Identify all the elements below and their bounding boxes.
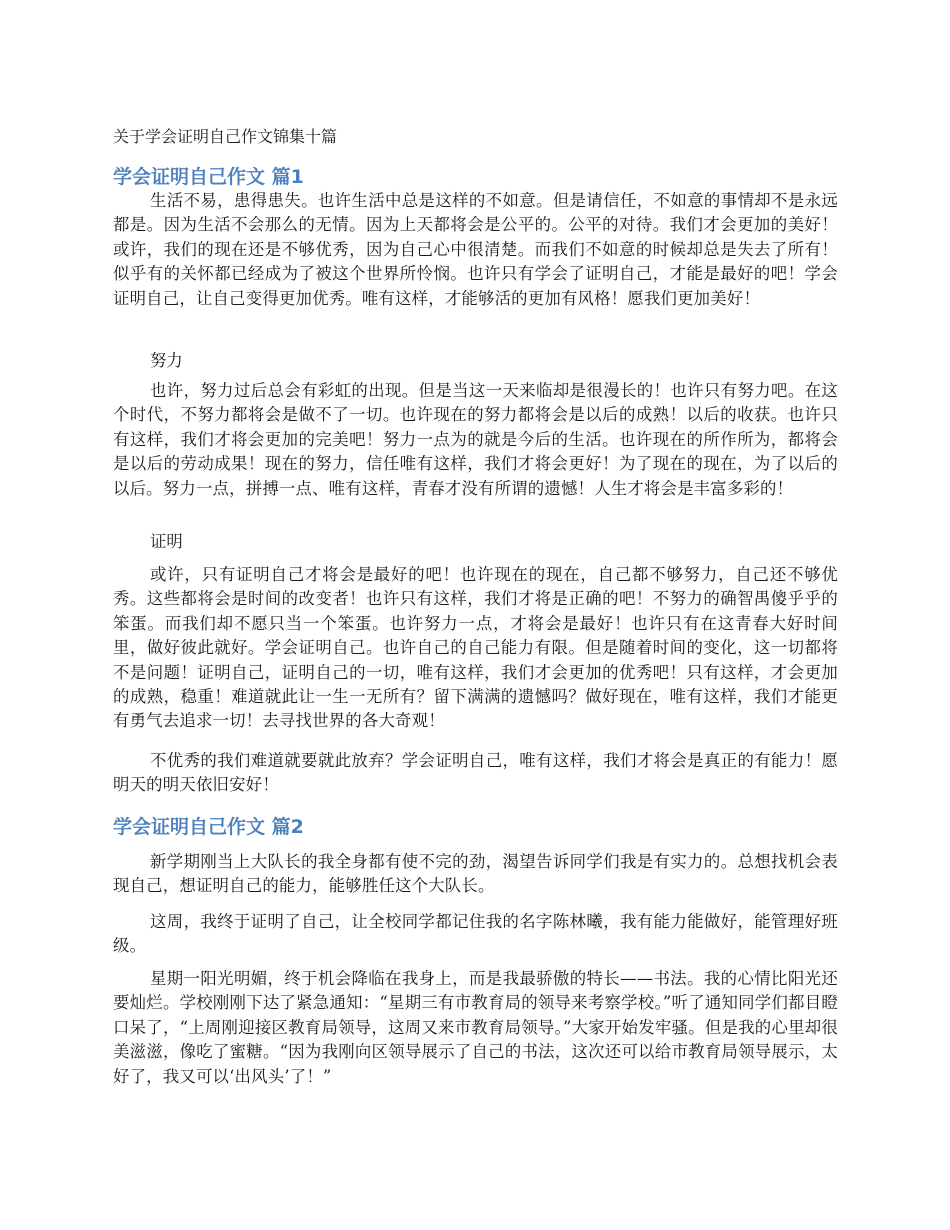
section-heading-2: 学会证明自己作文 篇2 <box>113 816 304 838</box>
section-heading-1: 学会证明自己作文 篇1 <box>113 166 304 188</box>
paragraph: 星期一阳光明媚，终于机会降临在我身上，而是我最骄傲的特长——书法。我的心情比阳光还要灿烂。学校刚刚下达了紧急通知：“星期三有市教育局的领导来考察学校。”听了通知同学们都目瞪口呆了，“上周刚迎接区教育局领导，这周又来市教育局领导。”大家开始发牢骚。但是我的心里却很美滋滋，像吃了蜜糖。“因为我刚向区领导展示了自己的书法，这次还可以给市教育局领导展示，太好了，我又可以‘出风头’了！” <box>113 969 838 1086</box>
paragraph: 或许，只有证明自己才将会是最好的吧！也许现在的现在，自己都不够努力，自己还不够优秀。这些都将会是时间的改变者！也许只有这样，我们才将是正确的吧！不努力的确智禺傻乎乎的笨蛋。而我们却不愿只当一个笨蛋。也许努力一点，才将会是最好！也许只有在这青春大好时间里，做好彼此就好。学会证明自己。也许自己的自己能力有限。但是随着时间的变化，这一切都将不是问题！证明自己，证明自己的一切，唯有这样，我们才会更加的优秀吧！只有这样，才会更加的成熟，稳重！难道就此让一生一无所有？留下满满的遗憾吗？做好现在，唯有这样，我们才能更有勇气去追求一切！去寻找世界的各大奇观！ <box>113 565 838 731</box>
paragraph: 也许，努力过后总会有彩虹的出现。但是当这一天来临却是很漫长的！也许只有努力吧。在这个时代，不努力都将会是做不了一切。也许现在的努力都将会是以后的成熟！以后的收获。也许只有这样，我们才将会更加的完美吧！努力一点为的就是今后的生活。也许现在的所作所为，都将会是以后的劳动成果！现在的努力，信任唯有这样，我们才将会更好！为了现在的现在，为了以后的以后。努力一点，拼搏一点、唯有这样，青春才没有所谓的遗憾！人生才将会是丰富多彩的！ <box>113 381 838 498</box>
paragraph: 不优秀的我们难道就要就此放弃？学会证明自己，唯有这样，我们才将会是真正的有能力！愿明天的明天依旧安好！ <box>113 751 838 795</box>
paragraph: 这周，我终于证明了自己，让全校同学都记住我的名字陈林曦，我有能力能做好，能管理好班级。 <box>113 912 838 956</box>
subheading-effort: 努力 <box>150 351 183 370</box>
paragraph: 生活不易，患得患失。也许生活中总是这样的不如意。但是请信任，不如意的事情却不是永远都是。因为生活不会那么的无情。因为上天都将会是公平的。公平的对待。我们才会更加的美好！或许，我们的现在还是不够优秀，因为自己心中很清楚。而我们不如意的时候却总是失去了所有！似乎有的关怀都已经成为了被这个世界所怜悯。也许只有学会了证明自己，才能是最好的吧！学会证明自己，让自己变得更加优秀。唯有这样，才能够活的更加有风格！愿我们更加美好！ <box>113 191 838 308</box>
document-title: 关于学会证明自己作文锦集十篇 <box>113 127 338 146</box>
paragraph: 新学期刚当上大队长的我全身都有使不完的劲，渴望告诉同学们我是有实力的。总想找机会表现自己，想证明自己的能力，能够胜任这个大队长。 <box>113 852 838 896</box>
subheading-proof: 证明 <box>150 532 183 551</box>
